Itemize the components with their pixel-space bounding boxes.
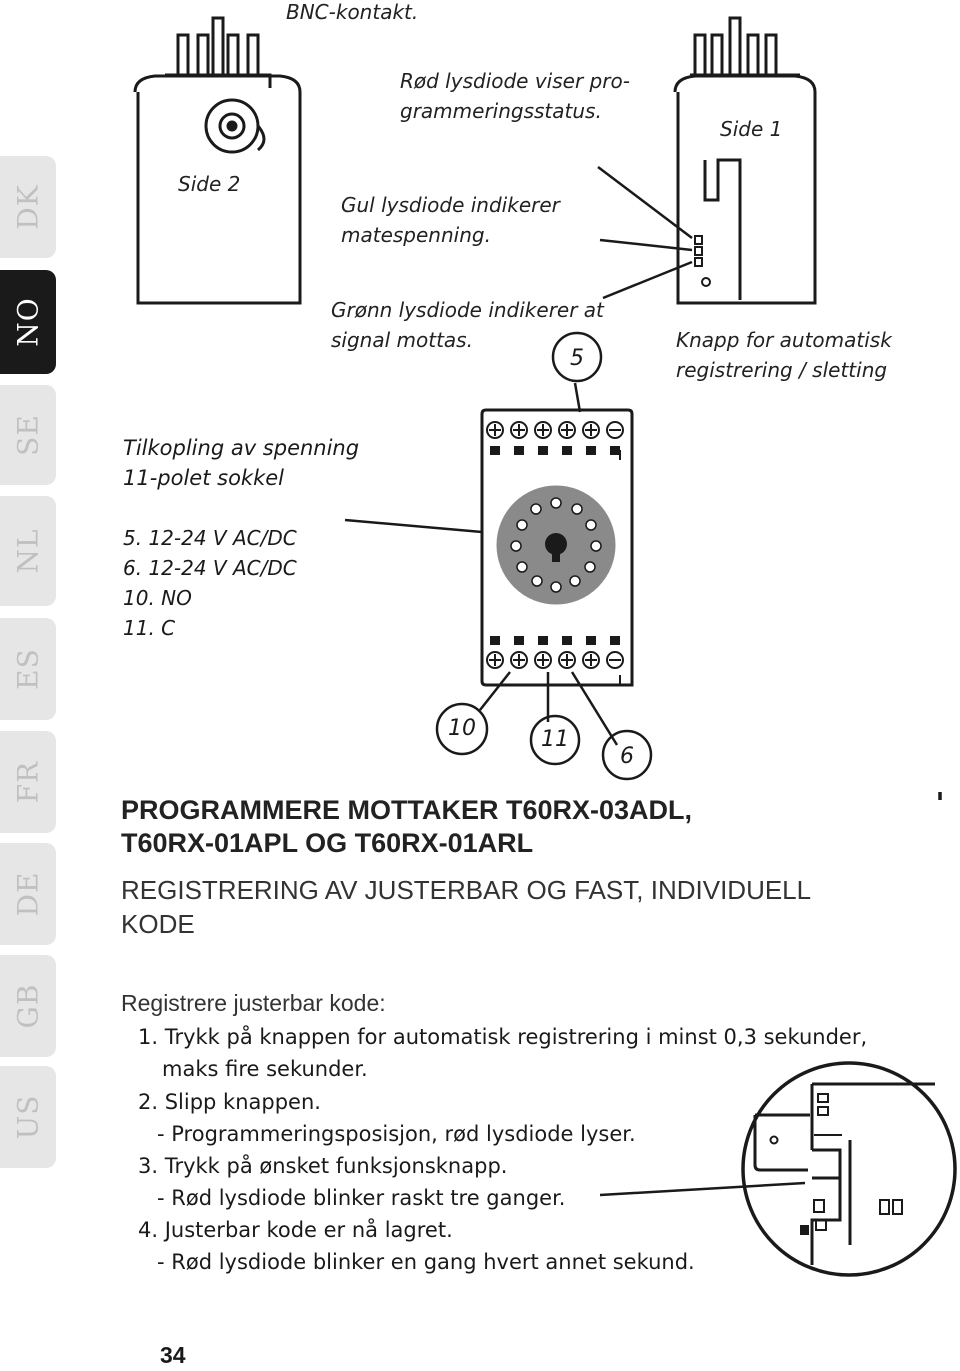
subheading-line2: KODE bbox=[121, 909, 195, 939]
button-caption-line1: Knapp for automatisk bbox=[676, 328, 892, 352]
button-caption-line2: registrering / sletting bbox=[676, 358, 888, 382]
step-line: - Rød lysdiode blinker raskt tre ganger. bbox=[157, 1186, 566, 1210]
inset-leader-line bbox=[600, 1175, 810, 1215]
button-detail-inset bbox=[740, 1060, 958, 1278]
connection-title-line1: Tilkopling av spenning bbox=[123, 436, 360, 460]
step-line: 1. Trykk på knappen for automatisk registrering i minst 0,3 sekunder, bbox=[138, 1025, 868, 1049]
subheading bbox=[121, 873, 811, 941]
main-heading bbox=[121, 794, 692, 860]
tab-label: GB bbox=[11, 983, 45, 1029]
step-line: 2. Slipp knappen. bbox=[138, 1090, 321, 1114]
yellow-led-caption-line2: matespenning. bbox=[341, 223, 491, 247]
receiver-side2-drawing bbox=[135, 18, 300, 303]
tab-label: NL bbox=[11, 528, 45, 574]
step-line: 3. Trykk på ønsket funksjonsknapp. bbox=[138, 1154, 508, 1178]
tab-gb[interactable] bbox=[0, 955, 56, 1057]
tab-de[interactable] bbox=[0, 843, 56, 945]
connection-item: 10. NO bbox=[123, 586, 192, 610]
tab-label: NO bbox=[11, 297, 45, 347]
connection-title bbox=[123, 433, 359, 493]
step-line: - Programmeringsposisjon, rød lysdiode lyser. bbox=[157, 1122, 636, 1146]
tab-label: ES bbox=[11, 648, 45, 690]
red-led-caption-line2: grammeringsstatus. bbox=[400, 99, 602, 123]
step-line: maks fire sekunder. bbox=[162, 1057, 368, 1081]
main-heading-line1: PROGRAMMERE MOTTAKER T60RX-03ADL, bbox=[121, 795, 693, 825]
side1-label: Side 1 bbox=[720, 117, 783, 141]
step-line: 4. Justerbar kode er nå lagret. bbox=[138, 1218, 453, 1242]
connection-list bbox=[123, 523, 297, 643]
green-led-caption-line2: signal mottas. bbox=[331, 328, 473, 352]
side2-label: Side 2 bbox=[178, 172, 241, 196]
pin-6-label: 6 bbox=[620, 744, 634, 769]
green-led-caption-line1: Grønn lysdiode indikerer at bbox=[331, 298, 604, 322]
page-number: 34 bbox=[160, 1342, 186, 1368]
connection-title-line2: 11-polet sokkel bbox=[123, 466, 285, 490]
pin-5-label: 5 bbox=[570, 346, 584, 371]
connection-item: 11. C bbox=[123, 616, 176, 640]
tab-us[interactable] bbox=[0, 1066, 56, 1168]
tab-label: FR bbox=[11, 760, 45, 804]
tab-label: DK bbox=[11, 184, 45, 230]
subheading-line1: REGISTRERING AV JUSTERBAR OG FAST, INDIVIDUELL bbox=[121, 875, 812, 905]
tab-label: SE bbox=[11, 414, 45, 456]
pin-10-label: 10 bbox=[448, 716, 476, 741]
main-heading-line2: T60RX-01APL OG T60RX-01ARL bbox=[121, 828, 534, 858]
connection-item: 6. 12-24 V AC/DC bbox=[123, 556, 297, 580]
connection-item: 5. 12-24 V AC/DC bbox=[123, 526, 297, 550]
pin-11-label: 11 bbox=[541, 727, 569, 752]
tab-label: DE bbox=[11, 871, 45, 917]
red-led-caption-line1: Rød lysdiode viser pro- bbox=[400, 69, 630, 93]
tab-label: US bbox=[11, 1094, 45, 1140]
socket-11-pin-drawing bbox=[482, 410, 632, 685]
yellow-led-caption-line1: Gul lysdiode indikerer bbox=[341, 193, 560, 217]
bnc-caption: BNC-kontakt. bbox=[286, 0, 419, 24]
section-title: Registrere justerbar kode: bbox=[121, 990, 386, 1016]
step-line: - Rød lysdiode blinker en gang hvert annet sekund. bbox=[157, 1250, 695, 1274]
receiver-side1-drawing bbox=[675, 18, 815, 303]
